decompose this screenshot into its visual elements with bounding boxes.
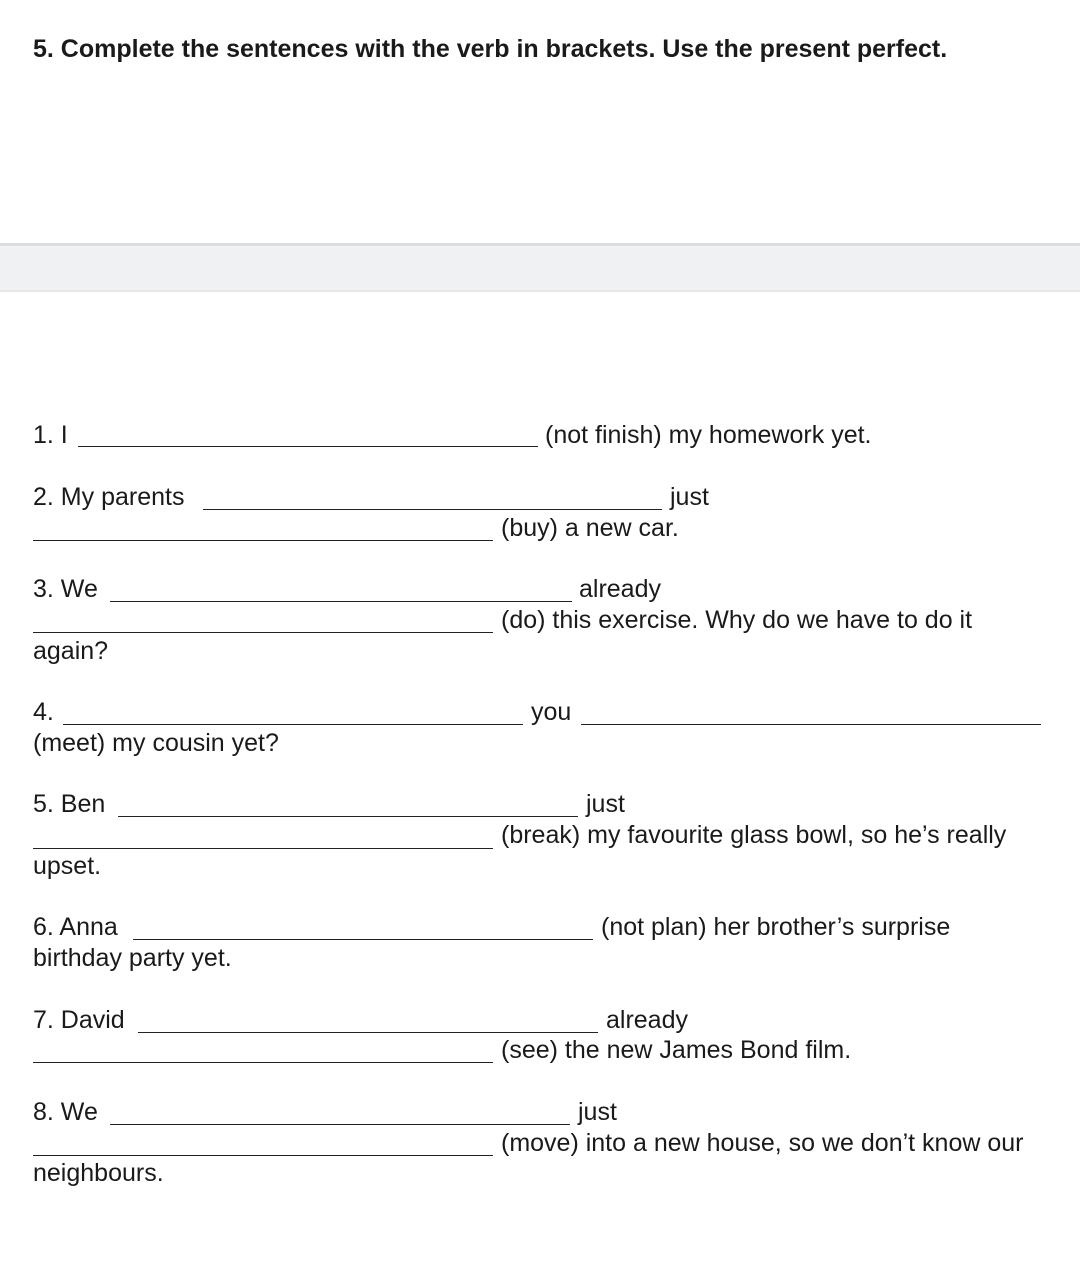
sentence-8-start: 8. We [33,1098,98,1126]
sentence-5-start: 5. Ben [33,790,106,818]
answer-blank-2a[interactable] [203,509,662,510]
sentence-3-mid: already [579,575,661,603]
sentence-8-mid: just [578,1098,617,1126]
sentence-6-mid: (not plan) her brother’s surprise [601,913,951,941]
answer-blank-8a[interactable] [110,1124,570,1125]
sentence-6-start: 6. Anna [33,913,118,941]
answer-blank-5a[interactable] [118,816,578,817]
answer-blank-1[interactable] [78,446,538,447]
sentence-6-end: birthday party yet. [33,944,232,972]
sentence-5-mid: just [586,790,625,818]
answer-blank-7b[interactable] [33,1062,493,1063]
answer-blank-5b[interactable] [33,848,493,849]
sentence-4-start: 4. [33,698,54,726]
sentence-7-end: (see) the new James Bond film. [501,1036,852,1064]
sentence-2-start: 2. My parents [33,483,185,511]
exercise-title: 5. Complete the sentences with the verb in brackets. Use the present perfect. [33,35,948,63]
answer-blank-4b[interactable] [581,724,1041,725]
sentence-5-end: (break) my favourite glass bowl, so he’s really [501,821,1007,849]
sentence-4-mid: you [531,698,572,726]
sentence-5-wrap: upset. [33,852,102,880]
answer-blank-7a[interactable] [138,1032,598,1033]
sentence-2-mid: just [670,483,709,511]
sentence-7-start: 7. David [33,1006,125,1034]
sentence-8-end: (move) into a new house, so we don’t know our [501,1129,1024,1157]
sentence-8-wrap: neighbours. [33,1159,164,1187]
sentence-3-end: (do) this exercise. Why do we have to do it [501,606,973,634]
answer-blank-3a[interactable] [110,601,572,602]
sentence-4-end: (meet) my cousin yet? [33,729,279,757]
answer-blank-2b[interactable] [33,540,493,541]
sentence-7-mid: already [606,1006,688,1034]
answer-blank-6[interactable] [133,939,593,940]
page-divider [0,243,1080,292]
answer-blank-3b[interactable] [33,632,493,633]
sentence-2-end: (buy) a new car. [501,514,679,542]
sentence-3-start: 3. We [33,575,98,603]
answer-blank-4a[interactable] [63,724,523,725]
sentence-1-end: (not finish) my homework yet. [545,421,872,449]
sentence-3-wrap: again? [33,637,109,665]
sentence-1-start: 1. I [33,421,68,449]
answer-blank-8b[interactable] [33,1155,493,1156]
